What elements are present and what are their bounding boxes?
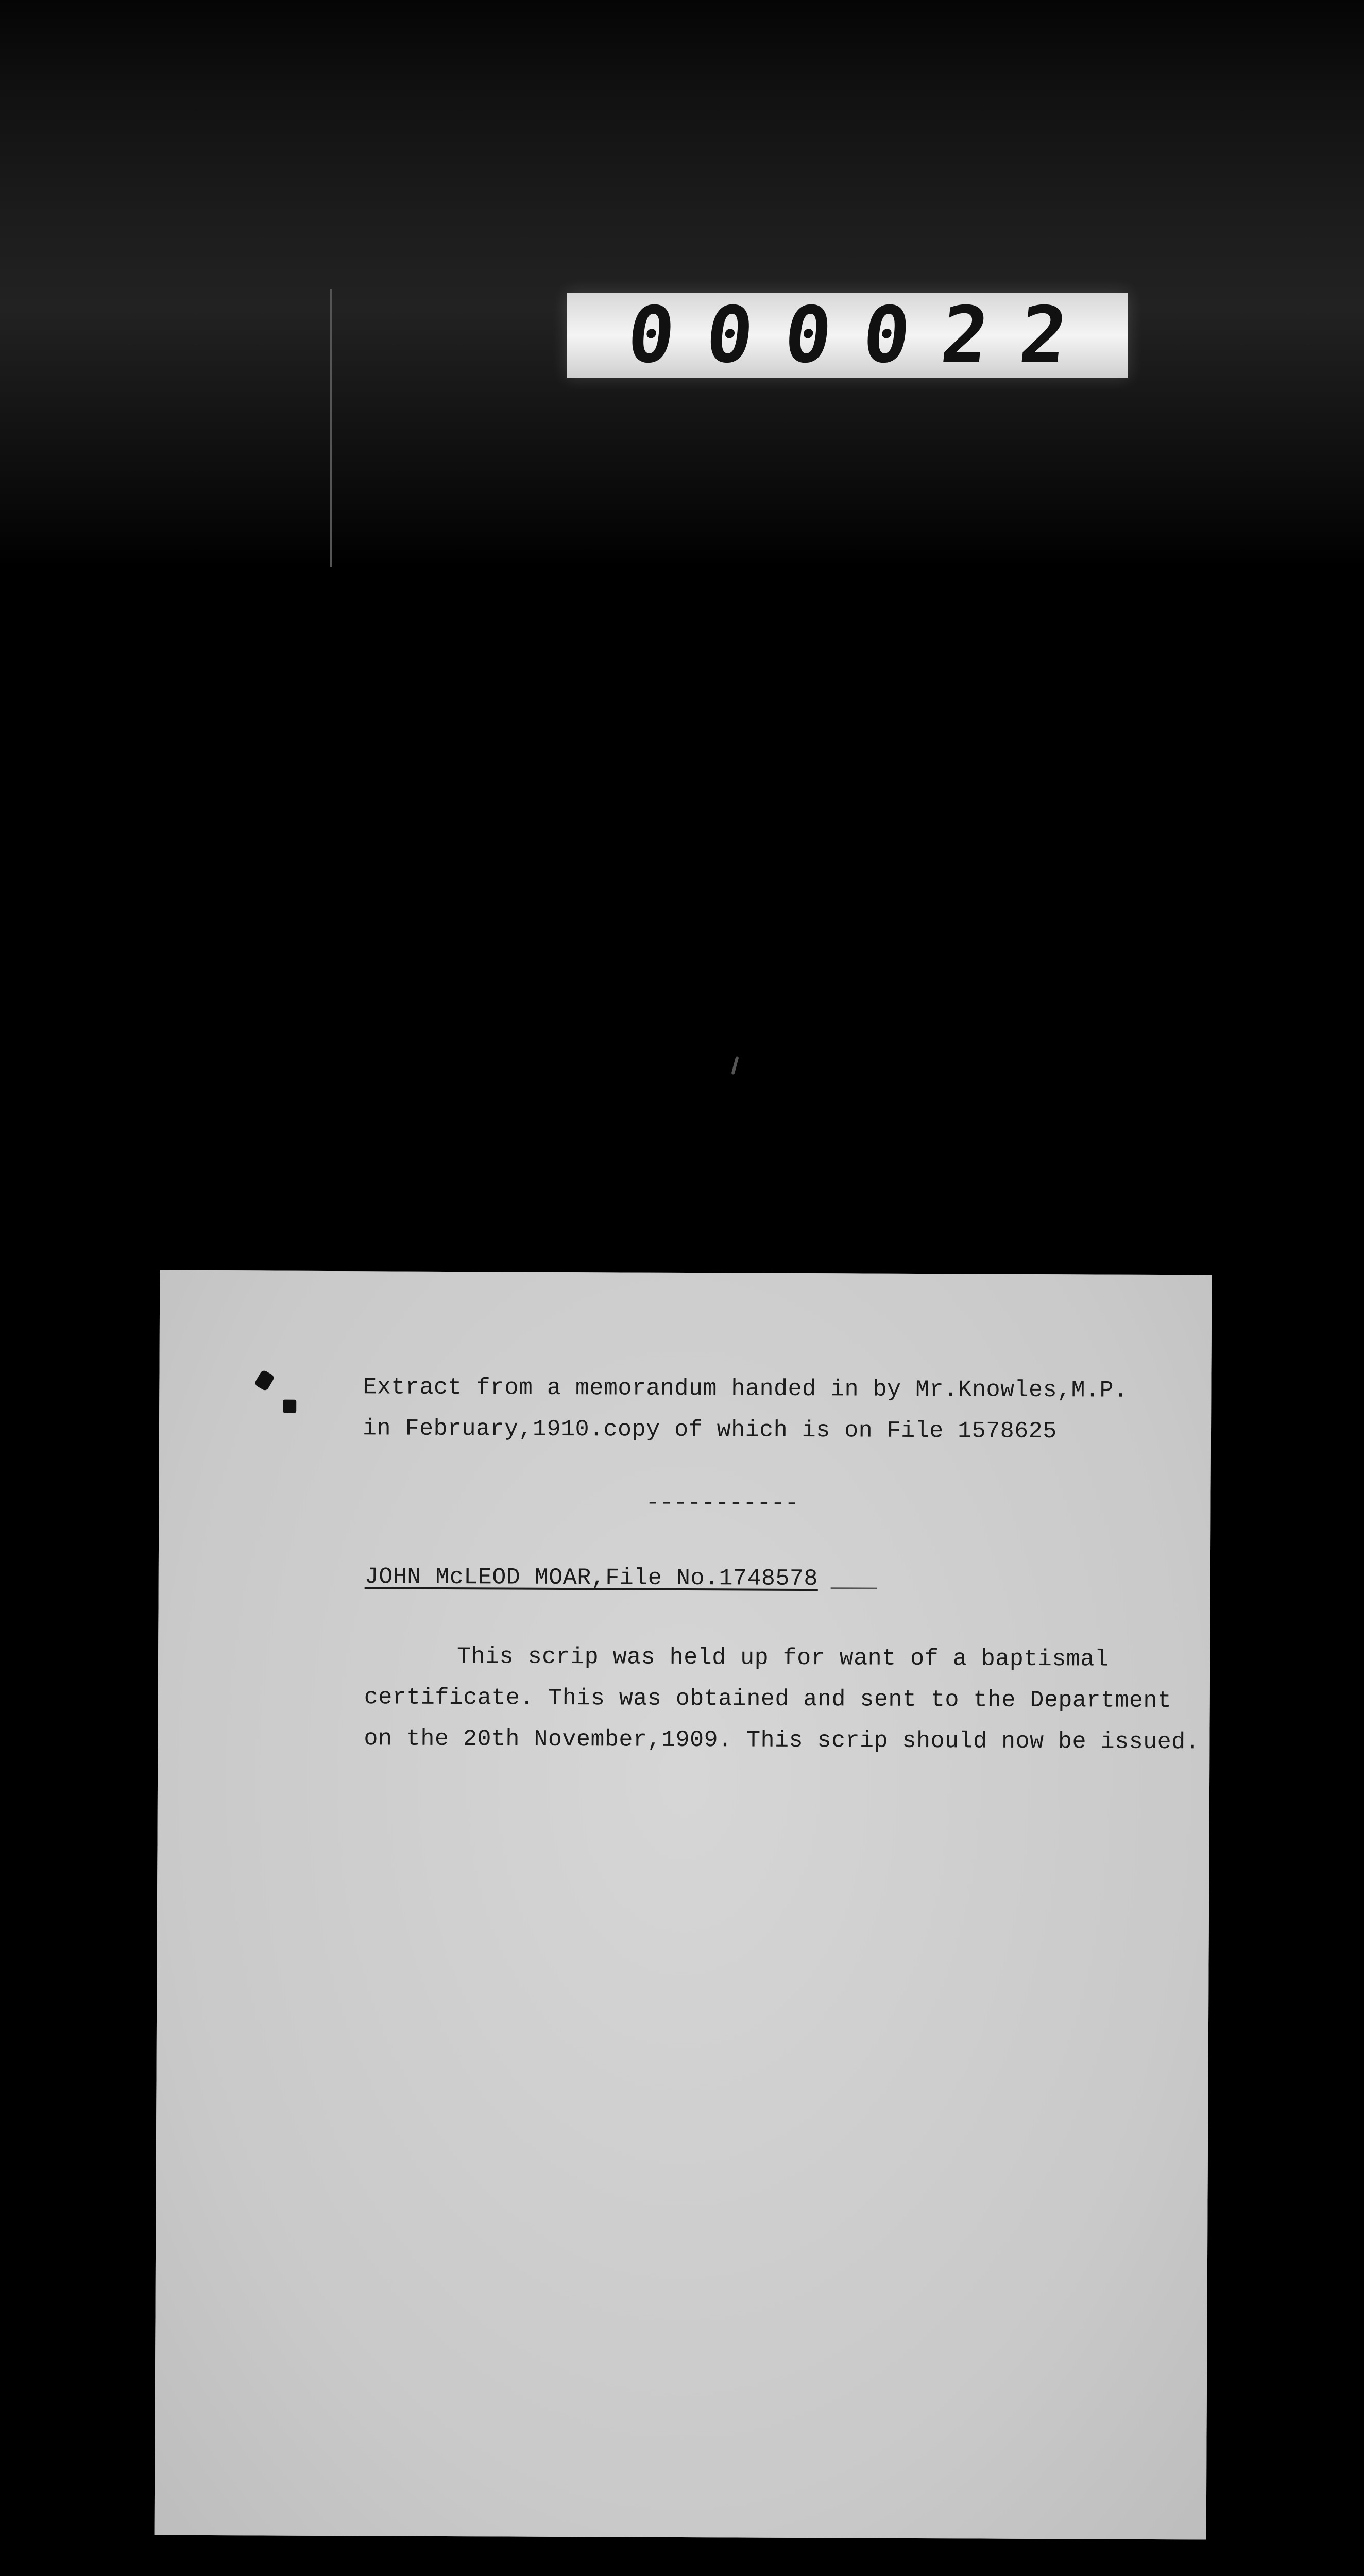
- separator-rule: -----------: [645, 1489, 799, 1517]
- memo-subject: JOHN McLEOD MOAR,File No.1748578: [364, 1564, 819, 1592]
- memo-heading-line1: Extract from a memorandum handed in by Mr.Knowles,M.P.: [363, 1374, 1128, 1404]
- memo-body-line2: certificate. This was obtained and sent to the Department: [364, 1684, 1172, 1715]
- subject-trailing-dash: [831, 1587, 877, 1589]
- film-band: [0, 0, 1364, 567]
- memo-heading-line2: in February,1910.copy of which is on File 1578625: [362, 1415, 1057, 1445]
- memo-body-line3: on the 20th November,1909. This scrip should now be issued.: [364, 1725, 1200, 1756]
- punch-mark: [283, 1400, 296, 1413]
- punch-mark: [254, 1369, 275, 1392]
- document-page: [155, 1270, 1212, 2540]
- stray-mark: [731, 1056, 739, 1075]
- frame-number: 000022: [623, 291, 1104, 380]
- memo-body-line1: This scrip was held up for want of a baptismal: [456, 1643, 1109, 1673]
- frame-counter: [567, 293, 1128, 378]
- film-streak: [330, 289, 332, 567]
